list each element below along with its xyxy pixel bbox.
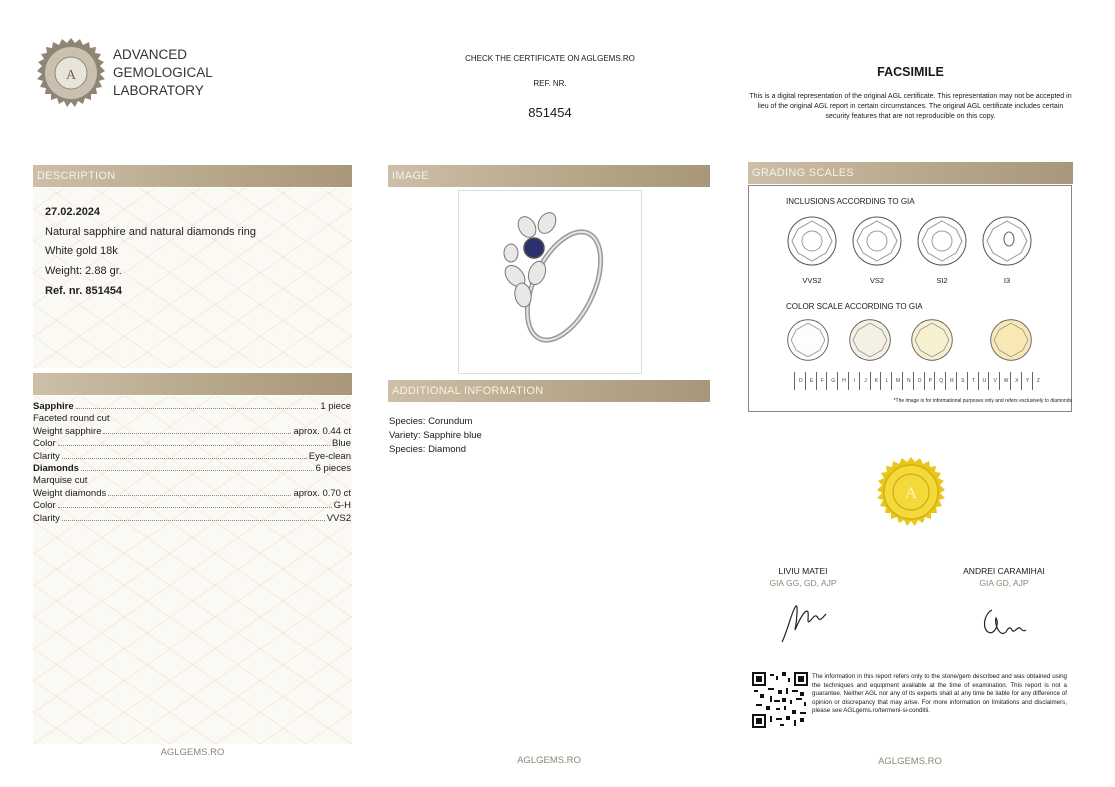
footer-middle: AGLGEMS.RO: [517, 755, 581, 766]
color-grade-cell: G: [826, 372, 839, 390]
additional-info-line2: Variety: Sapphire blue: [389, 430, 482, 441]
lab-name-line3: LABORATORY: [113, 83, 204, 98]
color-grade-cell: T: [967, 372, 980, 390]
diamond-vs2-icon: [851, 215, 903, 267]
spec-label: Faceted round cut: [33, 413, 110, 425]
ring-photo: [459, 191, 641, 373]
color-grade-cell: L: [880, 372, 893, 390]
facsimile-title: FACSIMILE: [877, 65, 944, 79]
color-grade-cell: N: [902, 372, 915, 390]
spec-row: [33, 475, 351, 486]
color-grade-cell: Y: [1021, 372, 1034, 390]
inclusion-label-1: VVS2: [802, 276, 822, 285]
disclaimer-text: The information in this report refers only to the stone/gem described and was obtained using the techniques and equipment available at the time of examination. This report is not a guarantee. Neither AGL nor any of its experts shall at any time be liable for any difference of opinion or discrepancy that may arise. For more information on limitations and disclaimers, please see AGLgems.ro/termeni-si-conditii.: [812, 673, 1067, 714]
diamond-si2-icon: [916, 215, 968, 267]
color-grade-cell: K: [870, 372, 883, 390]
gold-seal: [873, 456, 949, 532]
signature-1-icon: [778, 600, 830, 646]
color-grade-cell: E: [805, 372, 818, 390]
color-grade-cell: U: [978, 372, 991, 390]
spec-label: Sapphire: [33, 401, 74, 412]
spec-label: Clarity: [33, 512, 60, 524]
color-grade-cell: I: [848, 372, 861, 390]
spec-value: aprox. 0.44 ct: [293, 425, 351, 437]
spec-row: [33, 451, 351, 462]
color-grade-cell: O: [913, 372, 926, 390]
diamond-colorless-icon: [786, 318, 830, 362]
spec-row: [33, 513, 351, 524]
inclusion-label-2: VS2: [869, 276, 885, 285]
lab-name: [113, 46, 213, 100]
svg-text:A: A: [905, 485, 917, 502]
footer-right: AGLGEMS.RO: [878, 756, 942, 767]
color-grade-cell: J: [859, 372, 872, 390]
grading-header: GRADING SCALES: [748, 162, 1073, 184]
color-grade-cell: M: [891, 372, 904, 390]
logo-seal-icon: [33, 37, 109, 113]
spec-row: [33, 413, 351, 424]
spec-value: Blue: [331, 438, 351, 450]
signature-2-icon: [978, 604, 1028, 644]
inclusion-label-3: SI2: [936, 276, 948, 285]
color-grade-cell: H: [837, 372, 850, 390]
inclusions-title: INCLUSIONS ACCORDING TO GIA: [786, 197, 915, 206]
spec-dots: [62, 520, 325, 521]
spec-row: [33, 488, 351, 499]
signer-2-titles: GIA GD, AJP: [979, 578, 1029, 588]
signature-2: [978, 604, 1028, 649]
color-scale-end: [1032, 372, 1033, 390]
spec-dots: [62, 458, 307, 459]
color-grade-cell: V: [988, 372, 1001, 390]
gold-seal-icon: [873, 456, 949, 532]
description-ref: Ref. nr. 851454: [45, 285, 123, 297]
specs-header: [33, 373, 352, 395]
color-grade-cell: Z: [1032, 372, 1045, 390]
spec-row: [33, 426, 351, 437]
agl-logo: [33, 37, 109, 113]
color-grade-cell: X: [1010, 372, 1023, 390]
spec-label: Clarity: [33, 450, 60, 462]
spec-label: Diamonds: [33, 463, 79, 474]
qr-code-icon[interactable]: [752, 672, 808, 728]
description-date: 27.02.2024: [45, 206, 101, 218]
footer-left: AGLGEMS.RO: [160, 747, 225, 758]
qr-code[interactable]: [752, 672, 808, 728]
spec-row: [33, 401, 351, 412]
spec-label: Color: [33, 438, 56, 450]
additional-info-header: ADDITIONAL INFORMATION: [388, 380, 710, 402]
description-header: DESCRIPTION: [33, 165, 352, 187]
ref-label: REF. NR.: [533, 79, 567, 88]
spec-label: Marquise cut: [33, 475, 88, 487]
description-line2: White gold 18k: [45, 245, 118, 257]
diamond-near-colorless-icon: [848, 318, 892, 362]
spec-dots: [108, 495, 291, 496]
signature-1: [778, 600, 830, 651]
description-line1: Natural sapphire and natural diamonds ring: [45, 226, 256, 238]
spec-row: [33, 500, 351, 511]
signer-1-name: LIVIU MATEI: [778, 566, 828, 576]
additional-info-line1: Species: Corundum: [389, 416, 473, 427]
spec-label: Weight diamonds: [33, 487, 107, 499]
color-grade-cell: R: [945, 372, 958, 390]
spec-value: VVS2: [326, 512, 351, 524]
spec-value: 1 piece: [320, 401, 351, 412]
spec-row: [33, 438, 351, 449]
spec-dots: [76, 408, 319, 409]
grading-footnote: *The image is for informational purposes only and refers exclusively to diamonds: [893, 398, 1072, 404]
color-grade-cell: D: [794, 372, 807, 390]
color-grade-cell: W: [999, 372, 1012, 390]
ref-number: 851454: [528, 105, 572, 120]
spec-dots: [103, 433, 291, 434]
additional-info-line3: Species: Diamond: [389, 444, 467, 455]
spec-dots: [58, 507, 332, 508]
spec-label: Color: [33, 500, 56, 512]
check-certificate-text: CHECK THE CERTIFICATE ON AGLGEMS.RO: [465, 54, 635, 63]
description-line3: Weight: 2.88 gr.: [45, 265, 122, 277]
diamond-vvs2-icon: [786, 215, 838, 267]
image-header: IMAGE: [388, 165, 710, 187]
spec-label: Weight sapphire: [33, 425, 102, 437]
color-grade-cell: S: [956, 372, 969, 390]
spec-value: Eye-clean: [308, 450, 351, 462]
color-grade-cell: F: [816, 372, 829, 390]
spec-dots: [58, 445, 330, 446]
diamond-faint-icon: [910, 318, 954, 362]
spec-value: aprox. 0.70 ct: [293, 487, 351, 499]
spec-value: G-H: [333, 500, 351, 512]
spec-dots: [81, 470, 314, 471]
spec-value: 6 pieces: [315, 463, 351, 474]
facsimile-note: This is a digital representation of the original AGL certificate. This representation may not be accepted in lieu of the original AGL report in certain circumstances. The original AGL certificate includes certain security features that are not reproducible on this copy.: [749, 93, 1072, 120]
svg-text:A: A: [65, 68, 77, 83]
inclusion-label-4: I3: [1003, 276, 1011, 285]
color-scale-title: COLOR SCALE ACCORDING TO GIA: [786, 302, 923, 311]
signer-1-titles: GIA GG, GD, AJP: [769, 578, 837, 588]
color-grade-cell: P: [924, 372, 937, 390]
ring-image: [458, 190, 642, 374]
diamond-light-icon: [989, 318, 1033, 362]
lab-name-line2: GEMOLOGICAL: [113, 65, 213, 80]
signer-2-name: ANDREI CARAMIHAI: [963, 566, 1045, 576]
color-grade-cell: Q: [934, 372, 947, 390]
diamond-i3-icon: [981, 215, 1033, 267]
spec-row: [33, 463, 351, 474]
lab-name-line1: ADVANCED: [113, 47, 188, 62]
